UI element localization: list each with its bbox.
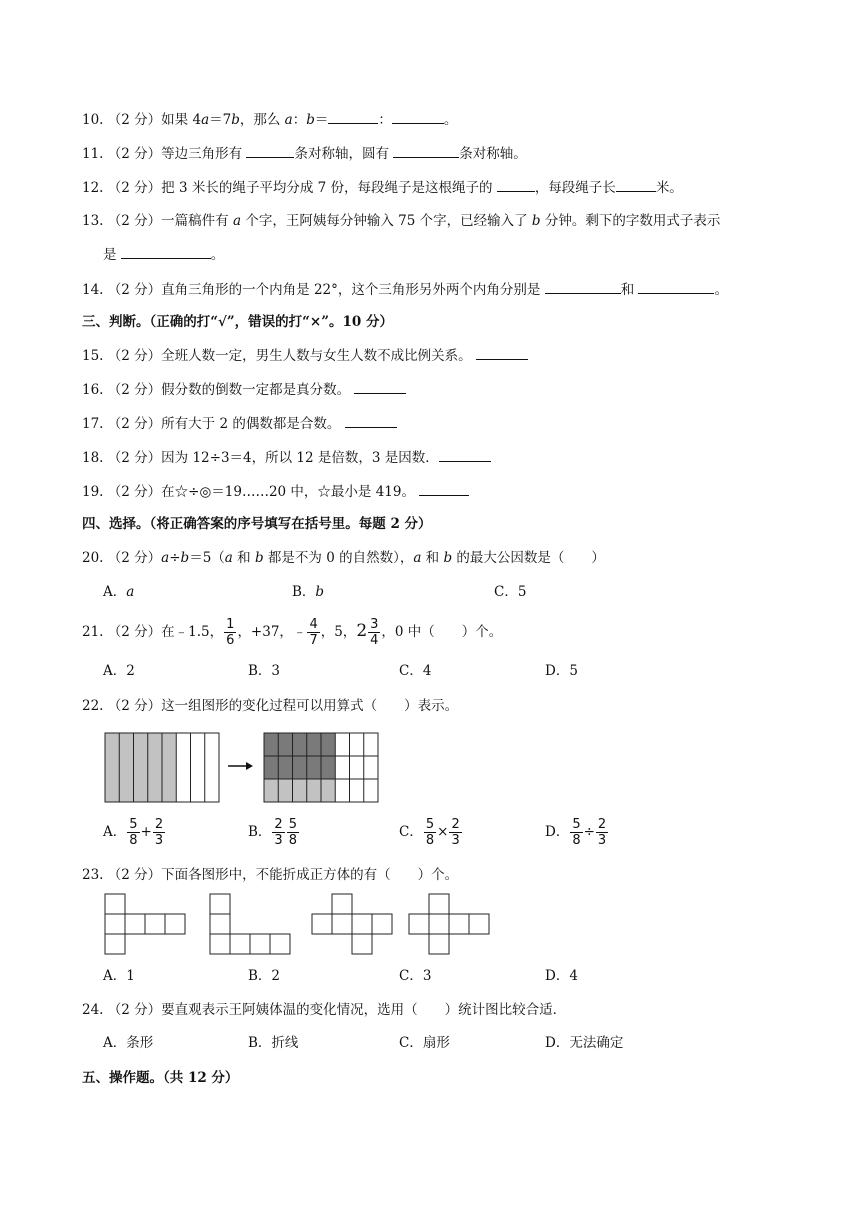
- option-d[interactable]: D．无法确定: [545, 1035, 624, 1051]
- answer-blank[interactable]: [419, 481, 469, 496]
- option-b[interactable]: B．b: [292, 584, 325, 600]
- question-13-cont: 是 。: [103, 244, 224, 265]
- answer-blank[interactable]: [439, 447, 491, 462]
- question-22: 22. （2 分）这一组图形的变化过程可以用算式（ ）表示。: [82, 698, 459, 714]
- answer-blank[interactable]: [392, 109, 444, 124]
- option-a[interactable]: A．条形: [103, 1035, 154, 1051]
- answer-blank[interactable]: [476, 345, 528, 360]
- question-11: 11. （2 分）等边三角形有 条对称轴，圆有 条对称轴。: [82, 143, 527, 164]
- question-16: 16. （2 分）假分数的倒数一定都是真分数。: [82, 379, 406, 400]
- question-20: 20. （2 分）a÷b＝5（a 和 b 都是不为 0 的自然数），a 和 b 的最大公因数是（ ）: [82, 550, 605, 566]
- option-a[interactable]: A． $\frac{5}{8}$ + $\frac{2}{3}$: [103, 817, 164, 848]
- fraction: $\frac{3}{4}$: [370, 617, 379, 648]
- section-5-heading: 五、操作题。（共 12 分）: [82, 1070, 239, 1086]
- option-c[interactable]: C．3: [399, 968, 432, 984]
- answer-blank[interactable]: [354, 379, 406, 394]
- question-21: 21. （2 分）在﹣1.5， $\frac{1}{6}$ ，+37，﹣ $\frac{4}{7}$ ，5，2 $\frac{3}{4}$ ，0 中（ ）个。: [82, 617, 503, 648]
- shaded-columns: [105, 733, 176, 802]
- cube-net-4: [409, 894, 489, 954]
- question-14: 14. （2 分）直角三角形的一个内角是 22°，这个三角形另外两个内角分别是 和 。: [82, 279, 728, 300]
- option-c[interactable]: C．扇形: [399, 1035, 450, 1051]
- question-23: 23. （2 分）下面各图形中，不能折成正方体的有（ ）个。: [82, 867, 459, 883]
- question-18: 18. （2 分）因为 12÷3＝4，所以 12 是倍数，3 是因数．: [82, 447, 491, 468]
- question-13: 13. （2 分）一篇稿件有 a 个字，王阿姨每分钟输入 75 个字，已经输入了 b 分钟。剩下的字数用式子表示: [82, 213, 721, 229]
- cube-net-1: [105, 894, 185, 954]
- question-12: 12. （2 分）把 3 米长的绳子平均分成 7 份，每段绳子是这根绳子的 ，每段绳子长 米。: [82, 177, 683, 198]
- option-a[interactable]: A．1: [103, 968, 135, 984]
- arrow-icon: [228, 762, 253, 770]
- option-d[interactable]: D． $\frac{5}{8}$ ÷ $\frac{2}{3}$: [545, 817, 607, 848]
- cube-nets: [104, 893, 494, 957]
- question-24: 24. （2 分）要直观表示王阿姨体温的变化情况，选用（ ）统计图比较合适．: [82, 1002, 567, 1018]
- fraction: $\frac{1}{6}$: [226, 617, 235, 648]
- option-d[interactable]: D．5: [545, 663, 578, 679]
- option-c[interactable]: C． $\frac{5}{8}$ × $\frac{2}{3}$: [399, 817, 460, 848]
- fraction-diagram: [104, 732, 384, 804]
- option-c[interactable]: C．4: [399, 663, 432, 679]
- option-c[interactable]: C．5: [494, 584, 527, 600]
- cube-net-2: [210, 894, 290, 954]
- answer-blank[interactable]: [638, 279, 714, 294]
- section-4-heading: 四、选择。（将正确答案的序号填写在括号里。每题 2 分）: [82, 516, 432, 532]
- answer-blank[interactable]: [121, 244, 211, 259]
- option-b[interactable]: B．3: [248, 663, 281, 679]
- answer-blank[interactable]: [497, 177, 535, 192]
- option-b[interactable]: B．2: [248, 968, 281, 984]
- answer-blank[interactable]: [393, 143, 459, 158]
- question-17: 17. （2 分）所有大于 2 的偶数都是合数。: [82, 413, 397, 434]
- answer-blank[interactable]: [616, 177, 656, 192]
- cube-net-3: [312, 894, 392, 954]
- section-3-heading: 三、判断。（正确的打“√”，错误的打“×”。10 分）: [82, 314, 393, 330]
- option-b[interactable]: B． $\frac{2}{3}$ $\frac{5}{8}$: [248, 817, 297, 848]
- answer-blank[interactable]: [345, 413, 397, 428]
- option-d[interactable]: D．4: [545, 968, 578, 984]
- option-a[interactable]: A．a: [103, 584, 135, 600]
- question-15: 15. （2 分）全班人数一定，男生人数与女生人数不成比例关系。: [82, 345, 528, 366]
- question-19: 19. （2 分）在☆÷◎＝19……20 中，☆最小是 419。: [82, 481, 469, 502]
- answer-blank[interactable]: [328, 109, 378, 124]
- question-10: 10. （2 分）如果 4a＝7b，那么 a：b＝ ： 。: [82, 109, 457, 130]
- answer-blank[interactable]: [545, 279, 621, 294]
- option-a[interactable]: A．2: [103, 663, 135, 679]
- answer-blank[interactable]: [246, 143, 294, 158]
- fraction: $\frac{4}{7}$: [309, 617, 318, 648]
- option-b[interactable]: B．折线: [248, 1035, 299, 1051]
